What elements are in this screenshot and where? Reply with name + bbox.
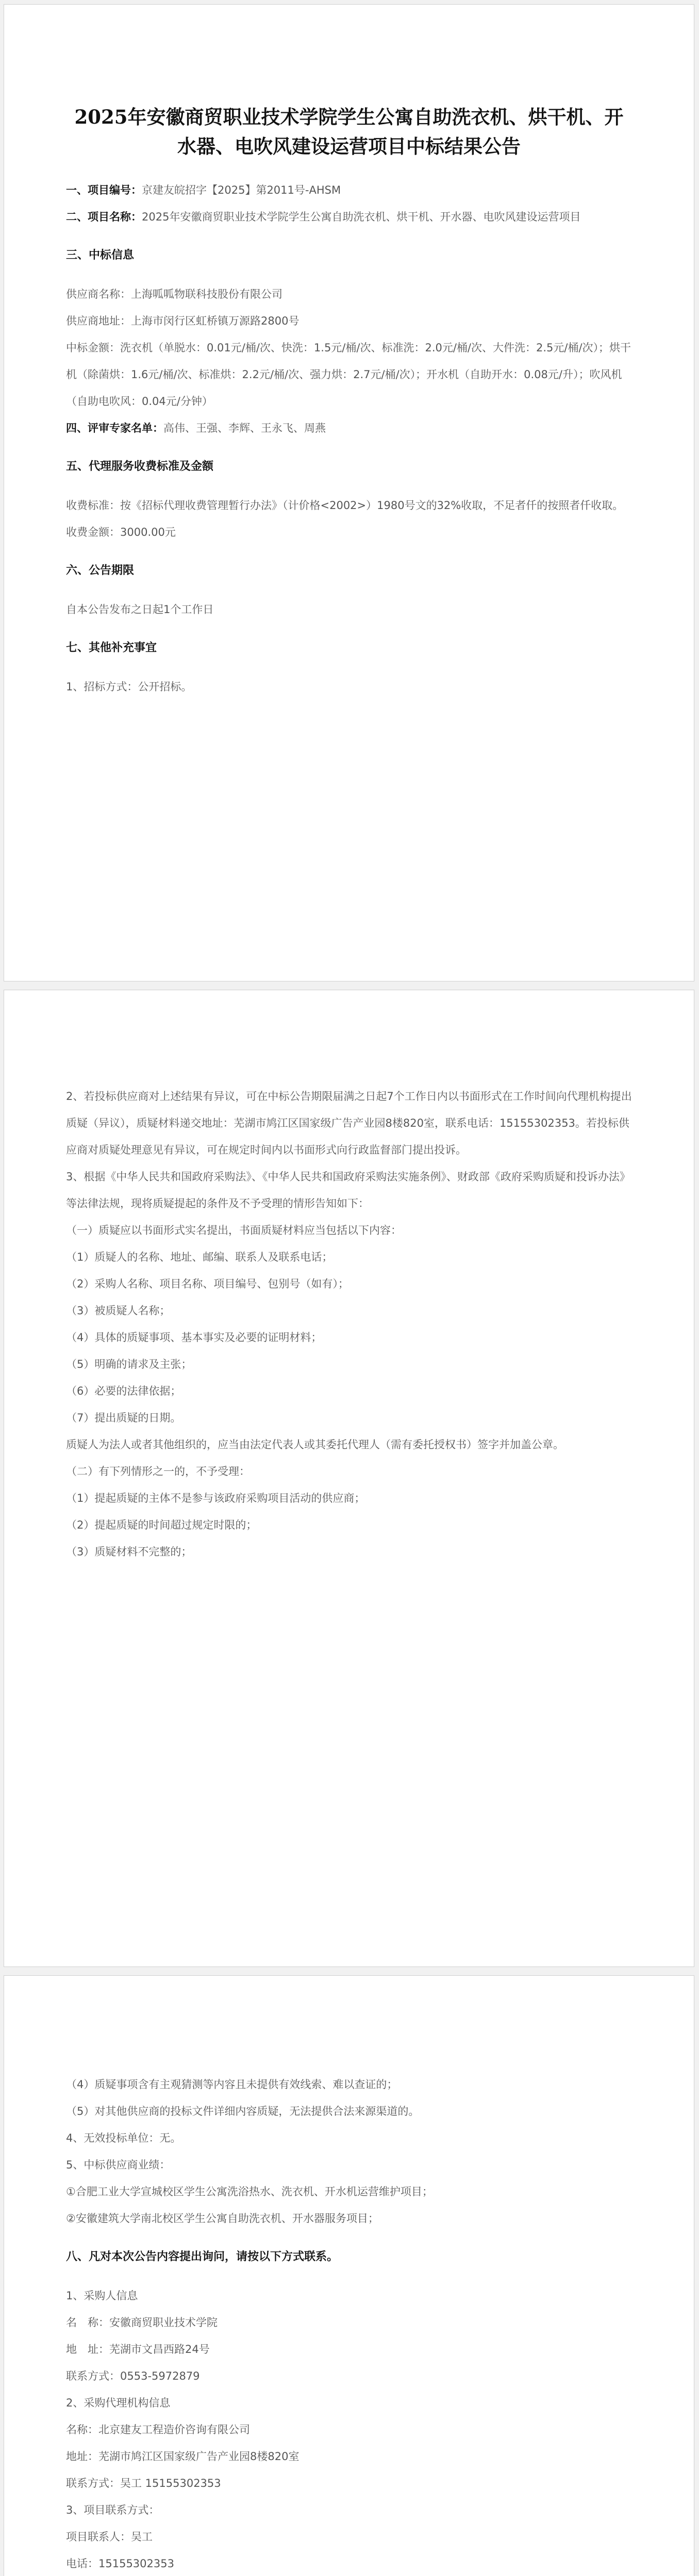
list-item: （3）质疑材料不完整的； [66, 1546, 192, 1558]
legal-basis: 3、根据《中华人民共和国政府采购法》、《中华人民共和国政府采购法实施条例》、财政部《政府采购质疑和投诉办法》等法律法规，现将质疑提起的条件及不予受理的情形告知如下： [66, 1171, 630, 1210]
page-2-content [66, 1083, 632, 1565]
section-7-heading: 七、其他补充事宜 [66, 641, 157, 654]
purchaser-name: 名 称：安徽商贸职业技术学院 [66, 2316, 218, 2329]
performance-item: ②安徽建筑大学南北校区学生公寓自助洗衣机、开水器服务项目； [66, 2212, 379, 2225]
section-6-heading: 六、公告期限 [66, 564, 135, 577]
purchaser-phone: 联系方式：0553-5972879 [66, 2370, 200, 2382]
list-item: （4）具体的质疑事项、基本事实及必要的证明材料； [66, 1331, 322, 1344]
list-item: （5）明确的请求及主张； [66, 1358, 192, 1370]
fee-amount: 收费金额：3000.00元 [66, 526, 176, 538]
page-1-content [66, 103, 632, 700]
purchaser-info-heading: 1、采购人信息 [66, 2290, 138, 2302]
document-page-1 [4, 4, 694, 981]
page-3-content [66, 2071, 632, 2576]
list-item: （3）被质疑人名称； [66, 1304, 171, 1317]
project-number [66, 177, 632, 204]
performance-item: ①合肥工业大学宣城校区学生公寓洗浴热水、洗衣机、开水机运营维护项目； [66, 2185, 433, 2198]
list-item: （2）提起质疑的时间超过规定时限的； [66, 1519, 257, 1531]
agency-phone: 联系方式：吴工 15155302353 [66, 2477, 221, 2489]
project-number-value: 京建友皖招字【2025】第2011号-AHSM [142, 184, 341, 196]
list-item: （2）采购人名称、项目名称、项目编号、包别号（如有）； [66, 1278, 349, 1290]
list-item: （4）质疑事项含有主观猜测等内容且未提供有效线索、难以查证的； [66, 2078, 398, 2091]
agency-address: 地址：芜湖市鸠江区国家级广告产业园8楼820室 [66, 2450, 299, 2463]
list-item: （5）对其他供应商的投标文件详细内容质疑，无法提供合法来源渠道的。 [66, 2105, 420, 2117]
agency-info-heading: 2、采购代理机构信息 [66, 2397, 171, 2409]
bid-amount: 中标金额：洗衣机（单脱水：0.01元/桶/次、快洗：1.5元/桶/次、标准洗：2.0元/桶/次、大件洗：2.5元/桶/次）；烘干机（除菌烘：1.6元/桶/次、标准烘：2.2元/桶/次、强力烘：2.7元/桶/次）；开水机（自助开水：0.08元/升）；吹风机（自助电吹风：0.04元/分钟） [66, 342, 631, 408]
section-5-heading: 五、代理服务收费标准及金额 [66, 460, 214, 473]
rejection-conditions: （二）有下列情形之一的，不予受理： [66, 1465, 250, 1478]
invalid-bidders: 4、无效投标单位：无。 [66, 2132, 181, 2144]
expert-list-label: 四、评审专家名单： [66, 422, 163, 434]
notice-period: 自本公告发布之日起1个工作日 [66, 603, 214, 616]
agency-name: 名称：北京建友工程造价咨询有限公司 [66, 2424, 250, 2436]
question-requirements: （一）质疑应以书面形式实名提出，书面质疑材料应当包括以下内容： [66, 1224, 402, 1236]
objection-notice: 2、若投标供应商对上述结果有异议，可在中标公告期限届满之日起7个工作日内以书面形式在工作时间向代理机构提出质疑（异议），质疑材料递交地址：芜湖市鸠江区国家级广告产业园8楼820室，联系电话：15155302353。若投标供应商对质疑处理意见有异议，可在规定时间内以书面形式向行政监督部门提出投诉。 [66, 1090, 632, 1156]
project-contact-heading: 3、项目联系方式： [66, 2504, 160, 2516]
section-8-heading: 八、凡对本次公告内容提出询问，请按以下方式联系。 [66, 2250, 339, 2263]
project-name-label: 二、项目名称： [66, 211, 142, 223]
document-page-2 [4, 990, 694, 1967]
supplier-address: 供应商地址：上海市闵行区虹桥镇万源路2800号 [66, 315, 299, 327]
document-page-3 [4, 1975, 694, 2576]
project-contact-phone: 电话：15155302353 [66, 2557, 174, 2570]
project-contact-person: 项目联系人：吴工 [66, 2531, 153, 2543]
project-name [66, 204, 632, 230]
expert-list [66, 415, 632, 442]
list-item: （6）必要的法律依据； [66, 1385, 181, 1397]
fee-standard: 收费标准：按《招标代理收费管理暂行办法》（计价格<2002>）1980号文的32%收取，不足者仟的按照者仟收取。 [66, 499, 624, 512]
list-item: （1）质疑人的名称、地址、邮编、联系人及联系电话； [66, 1251, 333, 1263]
page-title: 2025年安徽商贸职业技术学院学生公寓自助洗衣机、烘干机、开水器、电吹风建设运营项目中标结果公告 [74, 106, 624, 158]
supplier-name: 供应商名称：上海呱呱物联科技股份有限公司 [66, 288, 282, 300]
list-item: （1）提起质疑的主体不是参与该政府采购项目活动的供应商； [66, 1492, 365, 1504]
signature-requirement: 质疑人为法人或者其他组织的，应当由法定代表人或其委托代理人（需有委托授权书）签字并加盖公章。 [66, 1438, 564, 1451]
list-item: （7）提出质疑的日期。 [66, 1412, 181, 1424]
project-name-value: 2025年安徽商贸职业技术学院学生公寓自助洗衣机、烘干机、开水器、电吹风建设运营项目 [142, 211, 581, 223]
purchaser-address: 地 址：芜湖市文昌西路24号 [66, 2343, 210, 2355]
expert-list-value: 高伟、王强、李辉、王永飞、周燕 [163, 422, 326, 434]
winner-performance: 5、中标供应商业绩： [66, 2159, 171, 2171]
section-3-heading: 三、中标信息 [66, 249, 135, 262]
project-number-label: 一、项目编号： [66, 184, 142, 196]
bidding-method: 1、招标方式：公开招标。 [66, 681, 192, 693]
